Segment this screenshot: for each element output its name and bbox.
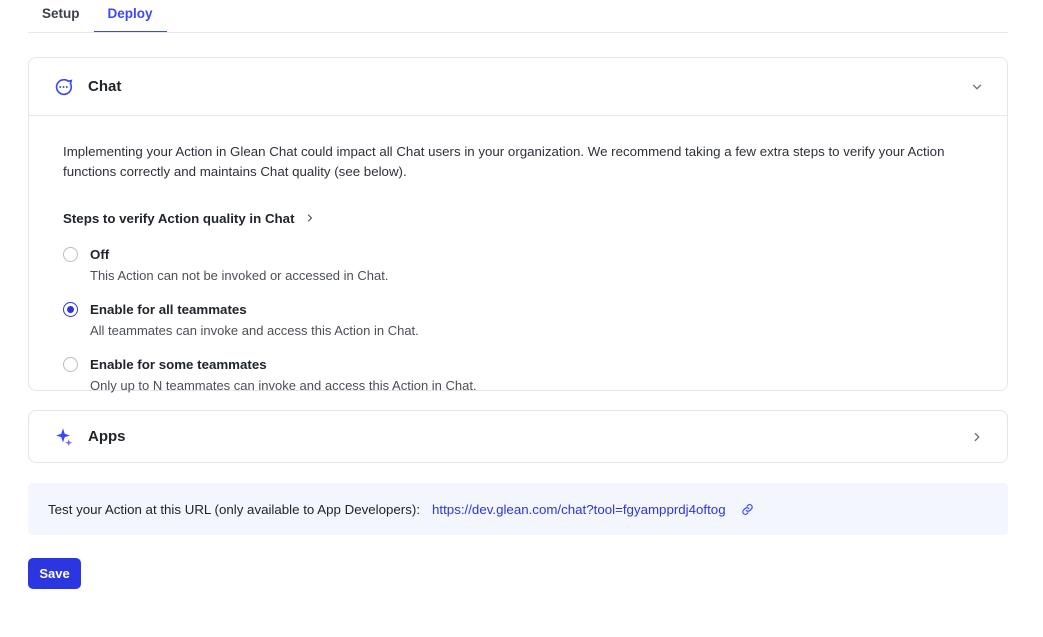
tab-bar-divider <box>28 32 1008 33</box>
steps-to-verify-label: Steps to verify Action quality in Chat <box>63 211 295 226</box>
radio-enable-all-input[interactable] <box>63 302 78 317</box>
tab-deploy[interactable] <box>94 0 167 33</box>
radio-enable-all-label[interactable]: Enable for all teammates <box>90 302 247 317</box>
chevron-right-icon <box>304 212 316 226</box>
apps-section-header[interactable] <box>29 411 1007 462</box>
chat-description: Implementing your Action in Glean Chat could impact all Chat users in your organization. We recommend taking a few extra steps to verify your Action functions correctly and maintains Chat quality (see below). <box>63 144 945 179</box>
apps-section-title: Apps <box>88 428 126 445</box>
link-copy-icon[interactable] <box>740 501 756 517</box>
radio-option-off[interactable] <box>63 246 973 284</box>
radio-off-input[interactable] <box>63 247 78 262</box>
test-url-label: Test your Action at this URL (only available to App Developers): <box>48 501 421 517</box>
chat-deploy-radio-group <box>63 246 973 394</box>
chat-section-header[interactable] <box>29 58 1007 115</box>
apps-section-card <box>28 410 1008 463</box>
radio-option-enable-all[interactable] <box>63 301 973 339</box>
tab-setup[interactable] <box>28 0 94 33</box>
chevron-right-icon[interactable] <box>969 429 985 445</box>
chat-section-title: Chat <box>88 78 122 95</box>
chat-section-body <box>29 116 1007 416</box>
radio-off-label[interactable]: Off <box>90 247 110 262</box>
chat-bubble-icon <box>51 75 75 99</box>
chevron-down-icon[interactable] <box>969 79 985 95</box>
radio-enable-some-texts <box>90 356 477 394</box>
radio-enable-some-label[interactable]: Enable for some teammates <box>90 357 267 372</box>
radio-off-description: This Action can not be invoked or accessed in Chat. <box>90 268 389 283</box>
steps-to-verify-link[interactable] <box>63 211 316 226</box>
save-button[interactable]: Save <box>28 558 81 589</box>
sparkle-apps-icon <box>51 425 75 449</box>
radio-enable-some-description: Only up to N teammates can invoke and access this Action in Chat. <box>90 378 477 393</box>
test-url-banner <box>28 483 1008 535</box>
radio-enable-all-description: All teammates can invoke and access this Action in Chat. <box>90 323 419 338</box>
tab-bar <box>28 0 1008 32</box>
tab-deploy-label: Deploy <box>107 6 153 21</box>
radio-option-enable-some[interactable] <box>63 356 973 394</box>
tab-setup-label: Setup <box>42 6 80 21</box>
radio-enable-some-input[interactable] <box>63 357 78 372</box>
test-url-link[interactable]: https://dev.glean.com/chat?tool=fgyampprdj4oftog <box>432 501 726 517</box>
radio-off-texts <box>90 246 388 284</box>
radio-enable-all-texts <box>90 301 419 339</box>
chat-section-card <box>28 57 1008 391</box>
